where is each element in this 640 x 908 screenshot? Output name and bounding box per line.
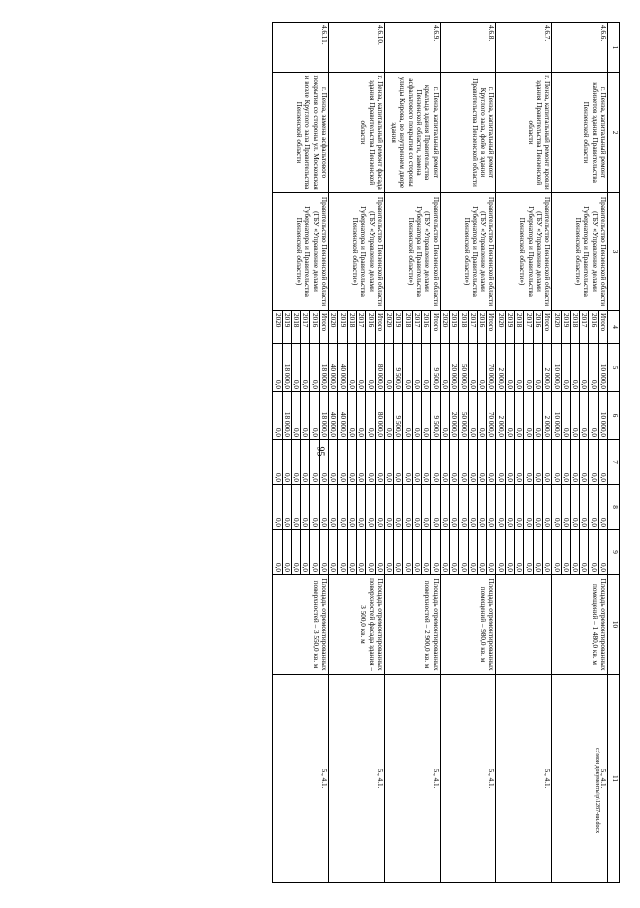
funding-value-8: 0,0: [440, 485, 449, 530]
funding-value-7: 0,0: [366, 440, 375, 485]
activity-number: 4.6.8.: [440, 23, 496, 73]
funding-value-8: 0,0: [282, 485, 291, 530]
reference-cell: 5., 4.1.: [496, 675, 552, 883]
funding-value-5: 10 000,0: [598, 344, 607, 392]
column-numbers-row: [608, 23, 620, 883]
funding-value-5: 0,0: [515, 344, 524, 392]
funding-value-8: 0,0: [384, 485, 393, 530]
funding-value-9: 0,0: [496, 530, 505, 575]
funding-value-9: 0,0: [301, 530, 310, 575]
year-cell: 2017: [468, 311, 477, 344]
funding-value-5: 50 000,0: [459, 344, 468, 392]
activity-number: 4.6.10.: [329, 23, 385, 73]
column-header: 9: [608, 530, 620, 575]
funding-value-8: 0,0: [329, 485, 338, 530]
funding-value-9: 0,0: [329, 530, 338, 575]
funding-value-9: 0,0: [366, 530, 375, 575]
year-cell: 2018: [347, 311, 356, 344]
funding-value-5: 20 000,0: [449, 344, 458, 392]
funding-value-5: 70 000,0: [487, 344, 496, 392]
indicator-text: Площадь отремонтированных поверхностей фасада здания – 3 500,0 кв. м: [329, 575, 385, 675]
responsible-executor: Правительство Пензенской области (ГБУ «Управление делами Губернатора и Правительства Пензенской области»): [552, 193, 608, 311]
year-cell: 2018: [515, 311, 524, 344]
responsible-executor: Правительство Пензенской области (ГБУ «Управление делами Губернатора и Правительства Пензенской области»): [329, 193, 385, 311]
funding-value-8: 0,0: [273, 485, 282, 530]
funding-value-7: 0,0: [301, 440, 310, 485]
funding-value-9: 0,0: [524, 530, 533, 575]
funding-value-9: 0,0: [440, 530, 449, 575]
funding-value-6: 9 500,0: [394, 392, 403, 440]
funding-value-5: 0,0: [580, 344, 589, 392]
funding-value-5: 0,0: [589, 344, 598, 392]
year-cell: 2020: [273, 311, 282, 344]
year-cell: 2016: [589, 311, 598, 344]
funding-value-7: 0,0: [533, 440, 542, 485]
indicator-text: Площадь отремонтированных помещений – 1 480,0 кв. м: [552, 575, 608, 675]
funding-value-8: 0,0: [310, 485, 319, 530]
funding-value-7: 0,0: [542, 440, 551, 485]
year-cell: 2017: [301, 311, 310, 344]
funding-value-7: 0,0: [394, 440, 403, 485]
year-cell: 2019: [449, 311, 458, 344]
funding-value-5: 18 000,0: [282, 344, 291, 392]
funding-value-5: 0,0: [570, 344, 579, 392]
funding-value-5: 0,0: [356, 344, 365, 392]
funding-value-5: 18 000,0: [319, 344, 328, 392]
year-cell: 2020: [329, 311, 338, 344]
funding-value-8: 0,0: [301, 485, 310, 530]
funding-value-8: 0,0: [412, 485, 421, 530]
funding-value-5: 0,0: [422, 344, 431, 392]
year-cell: Итого: [319, 311, 328, 344]
funding-value-6: 0,0: [580, 392, 589, 440]
funding-value-6: 0,0: [384, 392, 393, 440]
funding-value-6: 0,0: [524, 392, 533, 440]
activity-name: г. Пенза, капитальный ремонт Круглого зала, фойе в здании Правительства Пензенской области: [440, 73, 496, 193]
funding-value-9: 0,0: [487, 530, 496, 575]
year-cell: Итого: [598, 311, 607, 344]
funding-value-6: 20 000,0: [449, 392, 458, 440]
year-cell: Итого: [431, 311, 440, 344]
table-row: [375, 23, 384, 883]
funding-value-7: 0,0: [310, 440, 319, 485]
funding-value-9: 0,0: [273, 530, 282, 575]
funding-value-6: 0,0: [403, 392, 412, 440]
year-cell: 2018: [570, 311, 579, 344]
year-cell: Итого: [487, 311, 496, 344]
reference-cell: 5., 4.1.: [552, 675, 608, 883]
funding-value-6: 9 500,0: [431, 392, 440, 440]
funding-value-5: 0,0: [403, 344, 412, 392]
indicator-text: Площадь отремонтированных помещений – 980,0 кв. м: [440, 575, 496, 675]
funding-value-8: 0,0: [366, 485, 375, 530]
column-header: 8: [608, 485, 620, 530]
funding-value-5: 0,0: [505, 344, 514, 392]
year-cell: 2016: [533, 311, 542, 344]
column-header: 7: [608, 440, 620, 485]
funding-value-9: 0,0: [449, 530, 458, 575]
funding-value-5: 40 000,0: [329, 344, 338, 392]
activity-number: 4.6.11.: [273, 23, 329, 73]
funding-value-9: 0,0: [431, 530, 440, 575]
funding-value-8: 0,0: [291, 485, 300, 530]
indicator-text: Площадь отремонтированных поверхностей – 3 550,0 кв. м: [273, 575, 329, 675]
funding-value-8: 0,0: [347, 485, 356, 530]
funding-value-6: 0,0: [422, 392, 431, 440]
funding-value-9: 0,0: [291, 530, 300, 575]
funding-value-8: 0,0: [487, 485, 496, 530]
funding-value-8: 0,0: [449, 485, 458, 530]
funding-value-6: 18 000,0: [319, 392, 328, 440]
funding-value-8: 0,0: [552, 485, 561, 530]
funding-value-5: 0,0: [468, 344, 477, 392]
funding-value-9: 0,0: [552, 530, 561, 575]
funding-value-7: 0,0: [515, 440, 524, 485]
funding-value-6: 0,0: [310, 392, 319, 440]
funding-value-9: 0,0: [384, 530, 393, 575]
funding-value-8: 0,0: [338, 485, 347, 530]
year-cell: 2019: [505, 311, 514, 344]
column-header: 10: [608, 575, 620, 675]
year-cell: 2019: [561, 311, 570, 344]
funding-value-5: 0,0: [347, 344, 356, 392]
activity-name: г. Пенза, капитальный ремонт кровли здания Правительства Пензенской области: [496, 73, 552, 193]
funding-value-6: 0,0: [347, 392, 356, 440]
funding-value-9: 0,0: [319, 530, 328, 575]
funding-value-6: 0,0: [412, 392, 421, 440]
program-activities-table: [272, 22, 620, 883]
funding-value-8: 0,0: [496, 485, 505, 530]
year-cell: 2020: [552, 311, 561, 344]
column-header: 5: [608, 344, 620, 392]
funding-value-9: 0,0: [533, 530, 542, 575]
funding-value-6: 0,0: [477, 392, 486, 440]
funding-value-7: 0,0: [580, 440, 589, 485]
file-path-footer: c:\мои документы\p\1287-ви.docx: [594, 748, 600, 834]
funding-value-8: 0,0: [477, 485, 486, 530]
funding-value-5: 0,0: [366, 344, 375, 392]
year-cell: 2016: [422, 311, 431, 344]
funding-value-6: 10 000,0: [552, 392, 561, 440]
funding-value-5: 0,0: [524, 344, 533, 392]
activity-name: г. Пенза, капитальный ремонт крыльца здания Правительства Пензенской области, замена асфальтового покрытия со стороны улицы Кирова, во внутреннем дворе здания: [384, 73, 440, 193]
funding-value-8: 0,0: [375, 485, 384, 530]
funding-value-5: 0,0: [561, 344, 570, 392]
year-cell: 2019: [394, 311, 403, 344]
funding-value-8: 0,0: [468, 485, 477, 530]
funding-value-6: 0,0: [561, 392, 570, 440]
funding-value-8: 0,0: [459, 485, 468, 530]
funding-value-8: 0,0: [422, 485, 431, 530]
funding-value-8: 0,0: [505, 485, 514, 530]
funding-value-6: 50 000,0: [459, 392, 468, 440]
year-cell: 2016: [366, 311, 375, 344]
responsible-executor: Правительство Пензенской области (ГБУ «Управление делами Губернатора и Правительства Пензенской области»): [440, 193, 496, 311]
year-cell: Итого: [542, 311, 551, 344]
funding-value-9: 0,0: [403, 530, 412, 575]
funding-value-6: 40 000,0: [329, 392, 338, 440]
activity-number: 4.6.9.: [384, 23, 440, 73]
funding-value-9: 0,0: [580, 530, 589, 575]
funding-value-7: 0,0: [319, 440, 328, 485]
funding-value-6: 10 000,0: [598, 392, 607, 440]
funding-value-5: 0,0: [310, 344, 319, 392]
year-cell: 2018: [291, 311, 300, 344]
funding-value-9: 0,0: [561, 530, 570, 575]
funding-value-9: 0,0: [542, 530, 551, 575]
funding-value-8: 0,0: [356, 485, 365, 530]
funding-value-7: 0,0: [403, 440, 412, 485]
funding-value-7: 0,0: [570, 440, 579, 485]
funding-value-6: 0,0: [440, 392, 449, 440]
funding-value-8: 0,0: [533, 485, 542, 530]
funding-value-5: 0,0: [440, 344, 449, 392]
funding-value-7: 0,0: [375, 440, 384, 485]
funding-value-5: 0,0: [291, 344, 300, 392]
funding-value-7: 0,0: [468, 440, 477, 485]
indicator-text: Площадь отремонтированных поверхностей – 2 900,0 кв. м: [384, 575, 440, 675]
funding-value-9: 0,0: [570, 530, 579, 575]
funding-value-7: 0,0: [505, 440, 514, 485]
funding-value-6: 18 000,0: [282, 392, 291, 440]
year-cell: 2020: [496, 311, 505, 344]
funding-value-9: 0,0: [598, 530, 607, 575]
year-cell: 2020: [440, 311, 449, 344]
funding-value-7: 0,0: [329, 440, 338, 485]
table-row: [431, 23, 440, 883]
funding-value-7: 0,0: [282, 440, 291, 485]
funding-value-5: 2 000,0: [542, 344, 551, 392]
funding-value-6: 0,0: [273, 392, 282, 440]
column-header: 4: [608, 311, 620, 344]
column-header: 1: [608, 23, 620, 73]
page-number: 95: [314, 446, 326, 457]
funding-value-5: 0,0: [533, 344, 542, 392]
activity-name: г. Пенза, капитальный ремонт фасада здания Правительства Пензенской области: [329, 73, 385, 193]
funding-value-9: 0,0: [282, 530, 291, 575]
funding-value-7: 0,0: [524, 440, 533, 485]
funding-value-7: 0,0: [384, 440, 393, 485]
funding-value-6: 0,0: [301, 392, 310, 440]
funding-value-7: 0,0: [496, 440, 505, 485]
funding-value-5: 40 000,0: [338, 344, 347, 392]
year-cell: 2017: [412, 311, 421, 344]
funding-value-7: 0,0: [273, 440, 282, 485]
funding-value-6: 40 000,0: [338, 392, 347, 440]
funding-value-9: 0,0: [356, 530, 365, 575]
year-cell: 2017: [524, 311, 533, 344]
responsible-executor: Правительство Пензенской области (ГБУ «Управление делами Губернатора и Правительства Пензенской области»): [496, 193, 552, 311]
funding-value-5: 0,0: [384, 344, 393, 392]
funding-value-8: 0,0: [598, 485, 607, 530]
funding-value-5: 10 000,0: [552, 344, 561, 392]
table-body: [273, 23, 608, 883]
funding-value-5: 0,0: [477, 344, 486, 392]
funding-value-5: 2 000,0: [496, 344, 505, 392]
funding-value-6: 2 000,0: [496, 392, 505, 440]
funding-value-8: 0,0: [561, 485, 570, 530]
funding-value-6: 0,0: [505, 392, 514, 440]
funding-value-7: 0,0: [487, 440, 496, 485]
funding-value-8: 0,0: [403, 485, 412, 530]
funding-value-9: 0,0: [477, 530, 486, 575]
funding-value-6: 70 000,0: [487, 392, 496, 440]
funding-value-9: 0,0: [347, 530, 356, 575]
activity-name: г. Пенза, капитальный ремонт кабинетов здания Правительства Пензенской области: [552, 73, 608, 193]
funding-value-8: 0,0: [542, 485, 551, 530]
activity-name: г. Пенза, замена асфальтового покрытия со стороны ул. Московская и возле Круглого зала Правительства Пензенской области: [273, 73, 329, 193]
funding-value-9: 0,0: [412, 530, 421, 575]
funding-value-9: 0,0: [422, 530, 431, 575]
funding-value-6: 0,0: [515, 392, 524, 440]
funding-value-6: 0,0: [291, 392, 300, 440]
rotated-page: [80, 22, 620, 882]
year-cell: 2019: [282, 311, 291, 344]
funding-value-7: 0,0: [431, 440, 440, 485]
funding-value-7: 0,0: [412, 440, 421, 485]
reference-cell: 5., 4.1.: [440, 675, 496, 883]
funding-value-7: 0,0: [422, 440, 431, 485]
column-header: 3: [608, 193, 620, 311]
funding-value-9: 0,0: [394, 530, 403, 575]
funding-value-6: 0,0: [570, 392, 579, 440]
reference-cell: 5., 4.1.: [273, 675, 329, 883]
responsible-executor: Правительство Пензенской области (ГБУ «Управление делами Губернатора и Правительства Пензенской области»): [273, 193, 329, 311]
funding-value-8: 0,0: [431, 485, 440, 530]
year-cell: 2017: [580, 311, 589, 344]
reference-cell: 5., 4.1.: [384, 675, 440, 883]
funding-value-7: 0,0: [338, 440, 347, 485]
activity-number: 4.6.7.: [496, 23, 552, 73]
funding-value-7: 0,0: [291, 440, 300, 485]
funding-value-8: 0,0: [524, 485, 533, 530]
funding-value-9: 0,0: [338, 530, 347, 575]
funding-value-6: 0,0: [366, 392, 375, 440]
funding-value-7: 0,0: [347, 440, 356, 485]
funding-value-8: 0,0: [394, 485, 403, 530]
column-header: 6: [608, 392, 620, 440]
funding-value-6: 0,0: [533, 392, 542, 440]
funding-value-7: 0,0: [561, 440, 570, 485]
funding-value-6: 0,0: [468, 392, 477, 440]
funding-value-9: 0,0: [505, 530, 514, 575]
funding-value-6: 2 000,0: [542, 392, 551, 440]
funding-value-8: 0,0: [589, 485, 598, 530]
year-cell: 2018: [459, 311, 468, 344]
funding-value-7: 0,0: [598, 440, 607, 485]
year-cell: 2016: [310, 311, 319, 344]
funding-value-7: 0,0: [477, 440, 486, 485]
funding-value-6: 0,0: [356, 392, 365, 440]
funding-value-9: 0,0: [459, 530, 468, 575]
indicator-text: [496, 575, 552, 675]
funding-value-8: 0,0: [580, 485, 589, 530]
funding-value-6: 0,0: [589, 392, 598, 440]
funding-value-7: 0,0: [449, 440, 458, 485]
funding-value-7: 0,0: [440, 440, 449, 485]
year-cell: 2020: [384, 311, 393, 344]
funding-value-7: 0,0: [589, 440, 598, 485]
funding-value-6: 80 000,0: [375, 392, 384, 440]
funding-value-7: 0,0: [459, 440, 468, 485]
funding-value-5: 9 500,0: [394, 344, 403, 392]
funding-value-8: 0,0: [319, 485, 328, 530]
reference-cell: 5., 4.1.: [329, 675, 385, 883]
funding-value-9: 0,0: [515, 530, 524, 575]
funding-value-7: 0,0: [356, 440, 365, 485]
funding-value-9: 0,0: [468, 530, 477, 575]
funding-value-5: 0,0: [273, 344, 282, 392]
funding-value-5: 80 000,0: [375, 344, 384, 392]
activity-number: 4.6.6.: [552, 23, 608, 73]
year-cell: Итого: [375, 311, 384, 344]
year-cell: 2018: [403, 311, 412, 344]
column-header: 11: [608, 675, 620, 883]
funding-value-7: 0,0: [552, 440, 561, 485]
funding-value-9: 0,0: [310, 530, 319, 575]
funding-value-5: 0,0: [412, 344, 421, 392]
funding-value-8: 0,0: [570, 485, 579, 530]
table-row: [487, 23, 496, 883]
year-cell: 2019: [338, 311, 347, 344]
funding-value-8: 0,0: [515, 485, 524, 530]
year-cell: 2017: [356, 311, 365, 344]
funding-value-5: 0,0: [301, 344, 310, 392]
year-cell: 2016: [477, 311, 486, 344]
responsible-executor: Правительство Пензенской области (ГБУ «Управление делами Губернатора и Правительства Пензенской области»): [384, 193, 440, 311]
funding-value-5: 9 500,0: [431, 344, 440, 392]
funding-value-9: 0,0: [589, 530, 598, 575]
table-row: [319, 23, 328, 883]
column-header: 2: [608, 73, 620, 193]
funding-value-9: 0,0: [375, 530, 384, 575]
table-row: [542, 23, 551, 883]
